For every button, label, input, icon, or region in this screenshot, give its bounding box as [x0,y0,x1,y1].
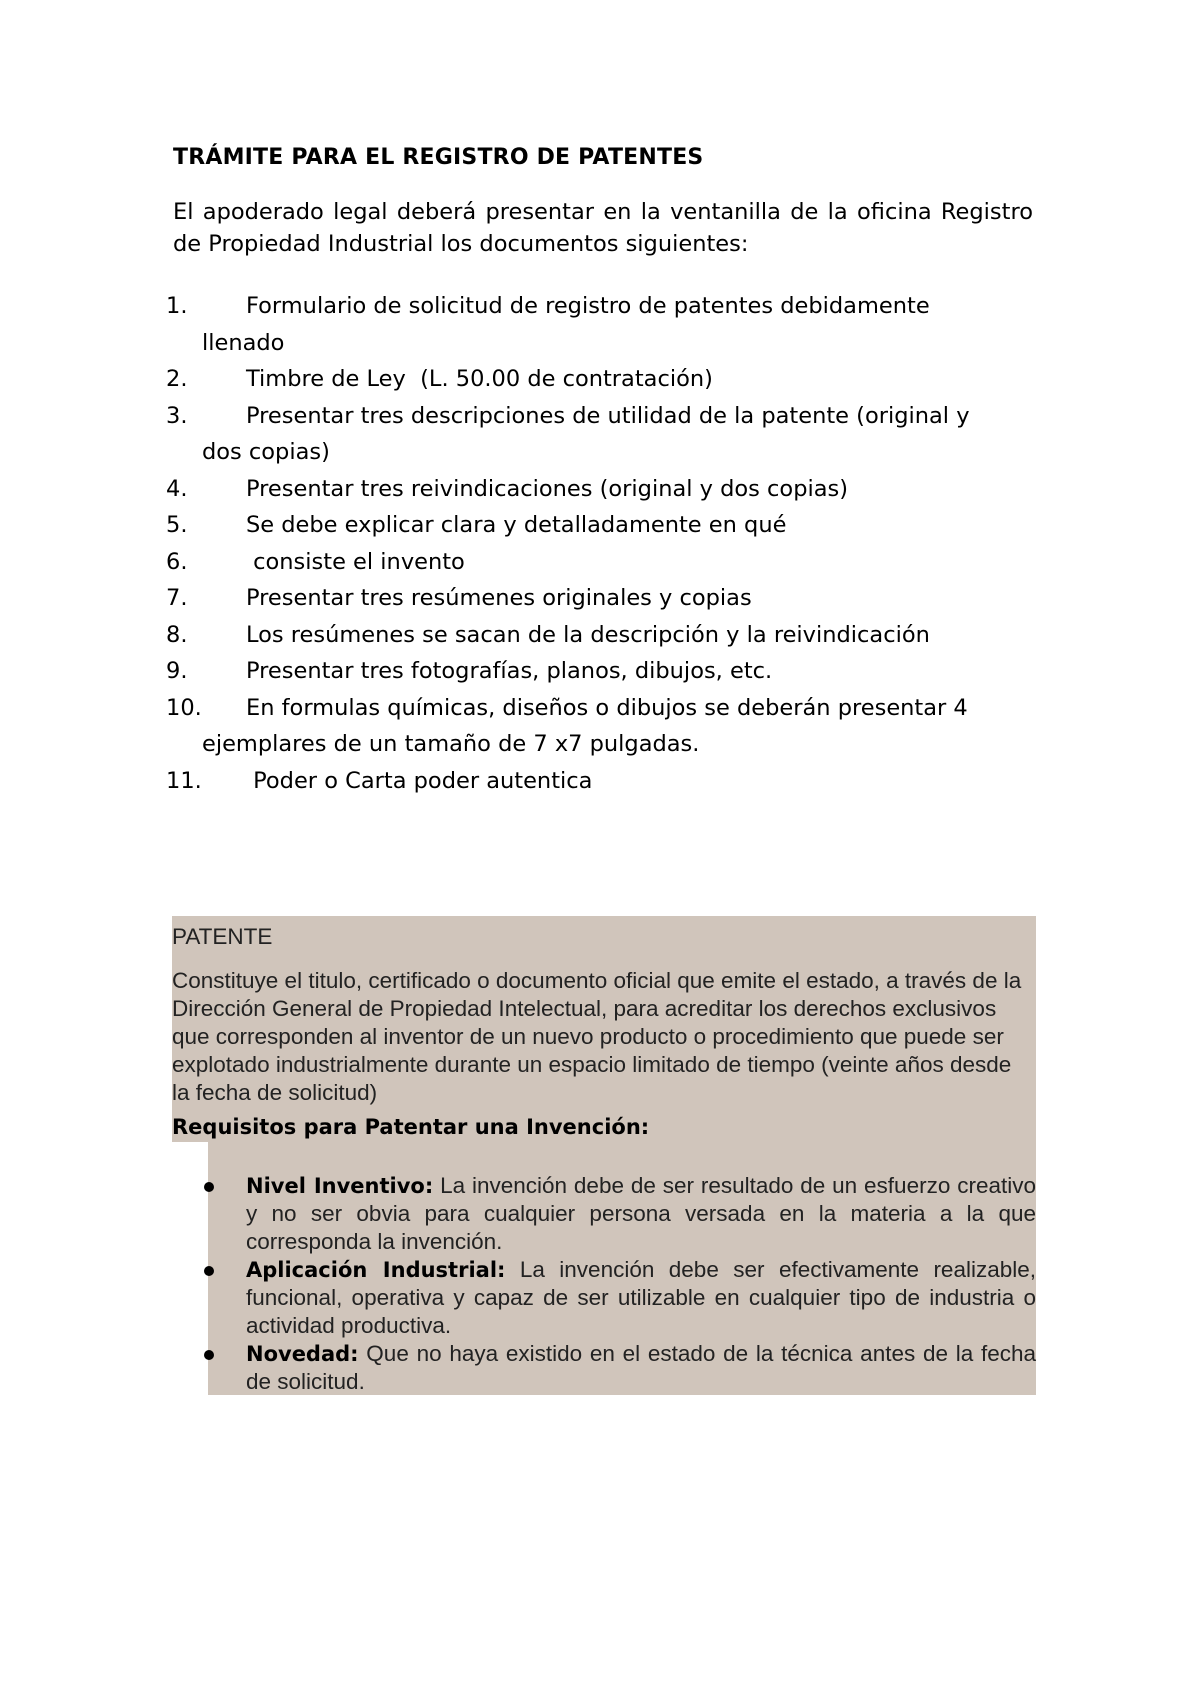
intro-paragraph: El apoderado legal deberá presentar en la ventanilla de la oficina Registro de Propiedad Industrial los documentos siguientes: [173,199,1033,257]
list-item [166,580,1034,617]
list-item [166,544,1034,581]
list-item-number: 11. [166,767,202,794]
bullet-text: La invención debe de ser resultado de un esfuerzo creativo y no ser obvia para cualquier persona versada en la materia a la que corresponda la invención. [246,1173,1036,1254]
list-item-text: Presentar tres resúmenes originales y copias [246,585,752,611]
list-item-text: Los resúmenes se sacan de la descripción y la reivindicación [246,621,930,648]
bullet-icon [204,1350,214,1360]
bullet-label: Aplicación Industrial: [246,1258,506,1282]
list-item-number: 6. [166,548,188,575]
list-item [166,361,1034,398]
patent-info-box [172,916,1036,1395]
list-item [166,471,1034,508]
list-item-number: 5. [166,512,188,538]
list-item [246,1172,1036,1256]
list-item-number: 4. [166,475,188,502]
box-heading: PATENTE [172,924,273,949]
list-item-text: Formulario de solicitud de registro de patentes debidamente [246,293,930,319]
bullet-label: Nivel Inventivo: [246,1174,434,1198]
list-item-text: Timbre de Ley (L. 50.00 de contratación) [246,366,713,392]
list-item-text: Se debe explicar clara y detalladamente en qué [246,512,787,538]
list-item [166,507,1034,544]
list-item [166,653,1034,690]
list-item-text: Presentar tres descripciones de utilidad de la patente (original y [246,402,970,429]
bullet-label: Novedad: [246,1342,359,1366]
invention-requirements-list [246,1172,1036,1396]
list-item [246,1256,1036,1340]
list-item [166,288,1034,361]
list-item [166,690,1034,763]
list-item-number: 10. [166,694,202,721]
requirements-list [166,288,1034,799]
list-item [166,763,1034,800]
list-item-number: 8. [166,621,188,648]
list-item-text: Presentar tres fotografías, planos, dibujos, etc. [246,658,773,684]
requirements-subheading: Requisitos para Patentar una Invención: [172,1115,650,1139]
document-title: TRÁMITE PARA EL REGISTRO DE PATENTES [173,145,704,170]
list-item [246,1340,1036,1396]
list-item-text: Poder o Carta poder autentica [246,767,593,794]
bullet-text: La invención debe ser efectivamente realizable, funcional, operativa y capaz de ser utilizable en cualquier tipo de industria o actividad productiva. [246,1257,1036,1338]
list-item-text: En formulas químicas, diseños o dibujos se deberán presentar 4 [246,694,968,721]
list-item-text: consiste el invento [246,548,465,575]
list-item-number: 1. [166,293,188,319]
bullet-icon [204,1266,214,1276]
list-item-number: 3. [166,402,188,429]
bullet-text: Que no haya existido en el estado de la técnica antes de la fecha de solicitud. [246,1341,1036,1394]
list-item-continuation: dos copias) [202,439,330,465]
list-item-number: 7. [166,585,188,611]
bullet-icon [204,1182,214,1192]
list-item-number: 2. [166,366,188,392]
list-item-continuation: ejemplares de un tamaño de 7 x7 pulgadas. [202,731,700,757]
list-item [166,398,1034,471]
patent-definition: Constituye el titulo, certificado o documento oficial que emite el estado, a través de la Dirección General de Propiedad Intelectual, para acreditar los derechos exclusivos que corresponden al inventor de un nuevo producto o procedimiento que puede ser explotado industrialmente durante un espacio limitado de tiempo (veinte años desde la fecha de solicitud) [172,968,1022,1105]
list-item-text: Presentar tres reivindicaciones (original y dos copias) [246,475,849,502]
list-item-number: 9. [166,658,188,684]
list-item-continuation: llenado [202,329,285,356]
list-item [166,617,1034,654]
